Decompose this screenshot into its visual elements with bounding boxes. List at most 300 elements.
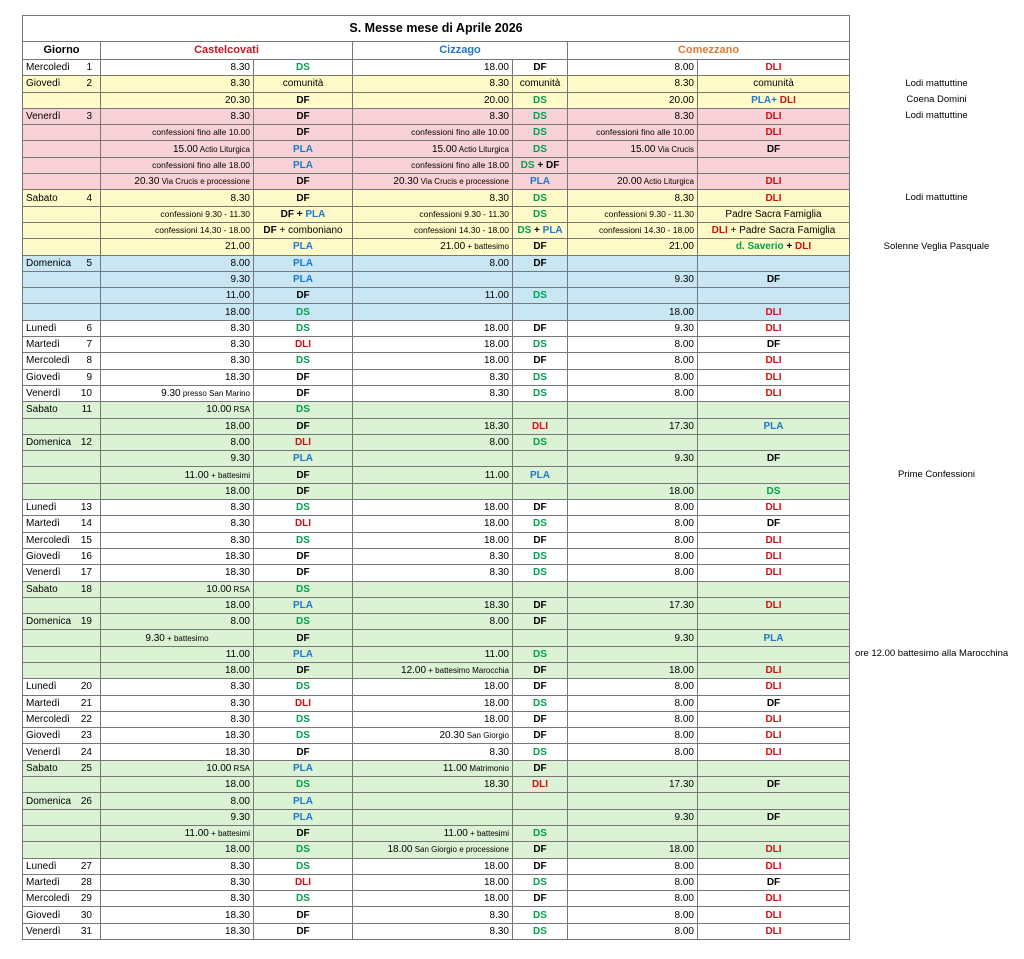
mass-note: presso San Marino bbox=[180, 389, 250, 399]
table-row bbox=[23, 614, 850, 630]
mass-time: 9.30 bbox=[230, 274, 250, 285]
celebrant: DF bbox=[296, 371, 310, 383]
mass-time: 18.00 bbox=[483, 322, 509, 334]
table-row bbox=[23, 271, 850, 287]
celebrant: DS bbox=[296, 893, 310, 905]
day-cell bbox=[23, 141, 101, 157]
table-row bbox=[23, 728, 850, 744]
celebrant: DF bbox=[533, 893, 547, 905]
table-row bbox=[23, 565, 850, 581]
cizzago-time bbox=[353, 825, 513, 841]
celebrant: DF bbox=[533, 681, 547, 693]
castelcovati-celebrant bbox=[254, 402, 353, 418]
cizzago-celebrant bbox=[513, 320, 568, 336]
cizzago-time bbox=[353, 141, 513, 157]
castelcovati-time bbox=[101, 304, 254, 320]
celebrant: DLI bbox=[765, 322, 782, 334]
header-cizzago: Cizzago bbox=[353, 42, 568, 60]
celebrant: PLA bbox=[293, 274, 313, 285]
cizzago-celebrant bbox=[513, 825, 568, 841]
mass-time: 11.00 bbox=[443, 828, 468, 840]
celebrant: comunità bbox=[519, 78, 561, 90]
castelcovati-time bbox=[101, 500, 254, 516]
cizzago-time bbox=[353, 793, 513, 809]
castelcovati-celebrant bbox=[254, 174, 353, 190]
comezzano-time bbox=[568, 614, 698, 630]
comezzano-celebrant bbox=[698, 614, 850, 630]
celebrant: DS bbox=[533, 909, 547, 921]
mass-time: 8.00 bbox=[674, 909, 694, 921]
table-row bbox=[23, 777, 850, 793]
celebrant: PLA bbox=[293, 241, 313, 253]
cizzago-celebrant bbox=[513, 222, 568, 238]
celebrant: DS bbox=[296, 322, 310, 334]
celebrant: DS bbox=[296, 681, 310, 693]
celebrant: DF bbox=[280, 208, 294, 220]
mass-note: Actio Liturgica bbox=[197, 144, 250, 154]
celebrant: DF bbox=[296, 176, 310, 188]
cizzago-time bbox=[353, 695, 513, 711]
comezzano-celebrant bbox=[698, 353, 850, 369]
mass-time: 8.30 bbox=[230, 518, 250, 530]
day-cell bbox=[23, 206, 101, 222]
day-number: 24 bbox=[80, 746, 92, 758]
mass-time: 8.00 bbox=[674, 746, 694, 758]
celebrant: DLI bbox=[294, 876, 312, 888]
castelcovati-celebrant bbox=[254, 711, 353, 727]
castelcovati-time bbox=[101, 125, 254, 141]
comezzano-time bbox=[568, 402, 698, 418]
comezzano-celebrant bbox=[698, 646, 850, 662]
table-row bbox=[23, 76, 850, 92]
side-note: Solenne Veglia Pasquale bbox=[883, 240, 990, 252]
mass-note: confessioni fino alle 10.00 bbox=[152, 127, 250, 138]
cizzago-celebrant bbox=[513, 337, 568, 353]
day-cell bbox=[23, 630, 101, 646]
castelcovati-time bbox=[101, 923, 254, 939]
mass-time: 9.30 bbox=[230, 811, 250, 823]
table-row bbox=[23, 809, 850, 825]
comezzano-time bbox=[568, 760, 698, 776]
comezzano-celebrant bbox=[698, 858, 850, 874]
comezzano-celebrant bbox=[698, 581, 850, 597]
cizzago-time bbox=[353, 157, 513, 173]
weekday: Sabato bbox=[26, 583, 58, 595]
day-cell bbox=[23, 483, 101, 499]
comezzano-celebrant bbox=[698, 809, 850, 825]
castelcovati-time bbox=[101, 60, 254, 76]
cizzago-time bbox=[353, 337, 513, 353]
cizzago-celebrant bbox=[513, 141, 568, 157]
celebrant: DS bbox=[296, 860, 310, 872]
comezzano-time bbox=[568, 271, 698, 287]
mass-note: + battesimo Marocchia bbox=[426, 666, 509, 676]
comezzano-time bbox=[568, 141, 698, 157]
celebrant: DLI bbox=[765, 502, 782, 514]
comezzano-time bbox=[568, 565, 698, 581]
mass-note: Via Crucis e processione bbox=[159, 177, 250, 187]
mass-note: + battesimi bbox=[208, 470, 250, 480]
weekday: Domenica bbox=[26, 795, 72, 807]
cizzago-celebrant bbox=[513, 108, 568, 124]
comezzano-time bbox=[568, 385, 698, 401]
cizzago-celebrant bbox=[513, 646, 568, 662]
mass-time: 17.30 bbox=[668, 420, 694, 432]
celebrant: + Padre Sacra Famiglia bbox=[727, 225, 836, 237]
celebrant: DF bbox=[766, 518, 781, 530]
mass-time: 18.00 bbox=[483, 860, 509, 872]
mass-time: 18.00 bbox=[224, 599, 250, 611]
day-cell bbox=[23, 711, 101, 727]
mass-time: 8.30 bbox=[230, 78, 250, 90]
mass-time: 10.00 bbox=[206, 404, 232, 416]
mass-time: 12.00 bbox=[401, 665, 427, 677]
castelcovati-celebrant bbox=[254, 728, 353, 744]
mass-time: 8.30 bbox=[230, 192, 250, 204]
castelcovati-time bbox=[101, 597, 254, 613]
mass-time: 18.00 bbox=[483, 518, 509, 530]
comezzano-celebrant bbox=[698, 907, 850, 923]
mass-time: 8.00 bbox=[674, 388, 694, 400]
comezzano-time bbox=[568, 548, 698, 564]
celebrant: DF bbox=[296, 909, 310, 921]
celebrant: DF bbox=[533, 355, 547, 367]
celebrant: DF bbox=[263, 225, 277, 237]
celebrant: DS bbox=[296, 730, 310, 742]
celebrant: DF bbox=[533, 762, 547, 774]
cizzago-celebrant bbox=[513, 858, 568, 874]
mass-time: 15.00 bbox=[172, 143, 198, 155]
celebrant: PLA bbox=[293, 257, 313, 269]
castelcovati-celebrant bbox=[254, 809, 353, 825]
day-cell bbox=[23, 402, 101, 418]
table-row bbox=[23, 222, 850, 238]
day-cell bbox=[23, 288, 101, 304]
comezzano-celebrant bbox=[698, 711, 850, 727]
mass-time: 8.00 bbox=[489, 257, 509, 269]
cizzago-time bbox=[353, 222, 513, 238]
comezzano-celebrant bbox=[698, 174, 850, 190]
mass-time: 8.00 bbox=[230, 795, 250, 807]
celebrant: PLA bbox=[763, 632, 784, 644]
celebrant: DS bbox=[533, 290, 547, 302]
castelcovati-time bbox=[101, 711, 254, 727]
celebrant: DS bbox=[533, 518, 547, 530]
cizzago-celebrant bbox=[513, 581, 568, 597]
castelcovati-time bbox=[101, 874, 254, 890]
table-row bbox=[23, 304, 850, 320]
celebrant: DS bbox=[296, 844, 310, 856]
day-cell bbox=[23, 239, 101, 255]
mass-note: Actio Liturgica bbox=[456, 144, 509, 154]
celebrant: DS bbox=[533, 828, 547, 840]
comezzano-time bbox=[568, 337, 698, 353]
comezzano-time bbox=[568, 434, 698, 450]
table-row bbox=[23, 385, 850, 401]
celebrant: d. Saverio bbox=[735, 241, 784, 253]
comezzano-celebrant bbox=[698, 793, 850, 809]
comezzano-celebrant bbox=[698, 467, 850, 483]
day-cell bbox=[23, 662, 101, 678]
comezzano-time bbox=[568, 157, 698, 173]
comezzano-time bbox=[568, 190, 698, 206]
table-row bbox=[23, 630, 850, 646]
celebrant: DS bbox=[533, 746, 547, 758]
cizzago-celebrant bbox=[513, 271, 568, 287]
cizzago-time bbox=[353, 646, 513, 662]
day-cell bbox=[23, 222, 101, 238]
weekday: Martedì bbox=[26, 518, 60, 530]
celebrant: DF bbox=[533, 714, 547, 726]
celebrant: DF bbox=[533, 62, 547, 74]
castelcovati-celebrant bbox=[254, 76, 353, 92]
schedule-body bbox=[23, 16, 850, 940]
mass-time: 11.00 bbox=[225, 648, 250, 660]
castelcovati-time bbox=[101, 614, 254, 630]
mass-time: 18.00 bbox=[483, 681, 509, 693]
day-cell bbox=[23, 271, 101, 287]
celebrant: DLI bbox=[765, 665, 782, 677]
comezzano-time bbox=[568, 597, 698, 613]
comezzano-time bbox=[568, 353, 698, 369]
mass-time: 8.00 bbox=[674, 714, 694, 726]
celebrant: DS bbox=[296, 779, 310, 791]
cizzago-celebrant bbox=[513, 809, 568, 825]
day-cell bbox=[23, 76, 101, 92]
cizzago-celebrant bbox=[513, 304, 568, 320]
celebrant: + bbox=[531, 225, 543, 237]
castelcovati-celebrant bbox=[254, 157, 353, 173]
weekday: Venerdì bbox=[26, 567, 61, 579]
celebrant: PLA bbox=[293, 453, 313, 465]
mass-time: 8.30 bbox=[230, 355, 250, 367]
mass-time: 18.00 bbox=[224, 844, 250, 856]
celebrant: DF bbox=[296, 567, 310, 579]
table-row bbox=[23, 662, 850, 678]
cizzago-time bbox=[353, 500, 513, 516]
mass-time: 17.30 bbox=[668, 599, 694, 611]
cizzago-time bbox=[353, 858, 513, 874]
table-row bbox=[23, 369, 850, 385]
comezzano-time bbox=[568, 320, 698, 336]
day-number: 3 bbox=[86, 111, 92, 123]
side-note: Prime Confessioni bbox=[897, 468, 976, 480]
mass-note: San Giorgio e processione bbox=[412, 845, 509, 855]
castelcovati-celebrant bbox=[254, 418, 353, 434]
day-number: 1 bbox=[86, 62, 92, 74]
celebrant: DLI bbox=[765, 176, 782, 188]
celebrant: DS bbox=[533, 567, 547, 579]
table-row bbox=[23, 483, 850, 499]
day-number: 20 bbox=[80, 681, 92, 693]
cizzago-time bbox=[353, 581, 513, 597]
cizzago-celebrant bbox=[513, 157, 568, 173]
castelcovati-time bbox=[101, 483, 254, 499]
weekday: Giovedì bbox=[26, 78, 61, 90]
day-number: 5 bbox=[86, 257, 92, 269]
celebrant: DF bbox=[533, 241, 547, 253]
castelcovati-celebrant bbox=[254, 793, 353, 809]
cizzago-time bbox=[353, 923, 513, 939]
castelcovati-time bbox=[101, 728, 254, 744]
celebrant: DLI bbox=[765, 534, 782, 546]
cizzago-celebrant bbox=[513, 793, 568, 809]
mass-time: 18.00 bbox=[668, 844, 694, 856]
mass-note: Actio Liturgica bbox=[641, 177, 694, 187]
cizzago-celebrant bbox=[513, 842, 568, 858]
cizzago-celebrant bbox=[513, 597, 568, 613]
celebrant: PLA bbox=[293, 159, 313, 171]
castelcovati-time bbox=[101, 646, 254, 662]
mass-time: 18.30 bbox=[224, 730, 250, 742]
celebrant: DS bbox=[533, 111, 547, 123]
mass-time: 18.30 bbox=[483, 599, 509, 611]
mass-time: 8.30 bbox=[489, 909, 509, 921]
mass-time: 8.30 bbox=[489, 925, 509, 937]
castelcovati-time bbox=[101, 108, 254, 124]
celebrant: DF bbox=[296, 746, 310, 758]
mass-time: 15.00 bbox=[630, 143, 656, 155]
table-row bbox=[23, 858, 850, 874]
castelcovati-time bbox=[101, 353, 254, 369]
castelcovati-time bbox=[101, 337, 254, 353]
cizzago-time bbox=[353, 418, 513, 434]
day-cell bbox=[23, 174, 101, 190]
table-row bbox=[23, 581, 850, 597]
cizzago-celebrant bbox=[513, 728, 568, 744]
cizzago-time bbox=[353, 614, 513, 630]
comezzano-celebrant bbox=[698, 842, 850, 858]
table-row bbox=[23, 679, 850, 695]
day-number: 27 bbox=[80, 860, 92, 872]
comezzano-time bbox=[568, 923, 698, 939]
mass-time: 18.00 bbox=[224, 665, 250, 677]
day-cell bbox=[23, 320, 101, 336]
comezzano-celebrant bbox=[698, 695, 850, 711]
castelcovati-celebrant bbox=[254, 907, 353, 923]
mass-time: 18.00 bbox=[483, 355, 509, 367]
weekday: Martedì bbox=[26, 876, 60, 888]
cizzago-time bbox=[353, 711, 513, 727]
mass-time: 8.00 bbox=[674, 730, 694, 742]
mass-time: 8.00 bbox=[674, 876, 694, 888]
cizzago-celebrant bbox=[513, 451, 568, 467]
comezzano-time bbox=[568, 467, 698, 483]
comezzano-time bbox=[568, 630, 698, 646]
mass-time: 15.00 bbox=[431, 143, 457, 155]
cizzago-time bbox=[353, 483, 513, 499]
comezzano-celebrant bbox=[698, 630, 850, 646]
cizzago-time bbox=[353, 174, 513, 190]
castelcovati-time bbox=[101, 516, 254, 532]
celebrant: DLI bbox=[765, 355, 782, 367]
mass-time: 8.30 bbox=[230, 111, 250, 123]
mass-note: + battesimi bbox=[467, 829, 509, 839]
cizzago-time bbox=[353, 516, 513, 532]
castelcovati-celebrant bbox=[254, 467, 353, 483]
weekday: Sabato bbox=[26, 404, 58, 416]
mass-time: 8.00 bbox=[489, 436, 509, 448]
table-row bbox=[23, 891, 850, 907]
castelcovati-celebrant bbox=[254, 630, 353, 646]
cizzago-celebrant bbox=[513, 483, 568, 499]
cizzago-celebrant bbox=[513, 760, 568, 776]
day-cell bbox=[23, 679, 101, 695]
mass-time: 18.00 bbox=[224, 420, 250, 432]
celebrant: DLI bbox=[765, 567, 782, 579]
cizzago-time bbox=[353, 597, 513, 613]
mass-note: Via Crucis bbox=[655, 144, 694, 154]
day-cell bbox=[23, 337, 101, 353]
day-cell bbox=[23, 874, 101, 890]
mass-time: 8.00 bbox=[230, 257, 250, 269]
table-row bbox=[23, 288, 850, 304]
weekday: Venerdì bbox=[26, 925, 61, 937]
celebrant: DS bbox=[533, 208, 547, 220]
comezzano-celebrant bbox=[698, 402, 850, 418]
celebrant: DS bbox=[533, 697, 547, 709]
day-cell bbox=[23, 777, 101, 793]
castelcovati-time bbox=[101, 630, 254, 646]
weekday: Mercoledì bbox=[26, 355, 70, 367]
mass-time: 8.30 bbox=[489, 371, 509, 383]
celebrant: DS bbox=[533, 371, 547, 383]
cizzago-time bbox=[353, 60, 513, 76]
celebrant: DLI bbox=[765, 893, 782, 905]
castelcovati-celebrant bbox=[254, 825, 353, 841]
day-number: 11 bbox=[81, 404, 92, 416]
table-row bbox=[23, 434, 850, 450]
comezzano-celebrant bbox=[698, 679, 850, 695]
castelcovati-time bbox=[101, 402, 254, 418]
cizzago-time bbox=[353, 728, 513, 744]
comezzano-celebrant bbox=[698, 662, 850, 678]
comezzano-celebrant bbox=[698, 385, 850, 401]
cizzago-celebrant bbox=[513, 614, 568, 630]
cizzago-celebrant bbox=[513, 190, 568, 206]
weekday: Venerdì bbox=[26, 746, 61, 758]
day-cell bbox=[23, 125, 101, 141]
celebrant: + bbox=[534, 159, 546, 171]
cizzago-celebrant bbox=[513, 565, 568, 581]
celebrant: DLI bbox=[765, 925, 782, 937]
cizzago-celebrant bbox=[513, 532, 568, 548]
comezzano-celebrant bbox=[698, 369, 850, 385]
mass-time: 8.30 bbox=[489, 746, 509, 758]
weekday: Venerdì bbox=[26, 111, 61, 123]
castelcovati-time bbox=[101, 385, 254, 401]
table-row bbox=[23, 744, 850, 760]
castelcovati-celebrant bbox=[254, 369, 353, 385]
celebrant: DS bbox=[533, 127, 547, 139]
mass-time: 9.30 bbox=[161, 388, 181, 400]
celebrant: DS bbox=[533, 143, 547, 155]
comezzano-time bbox=[568, 646, 698, 662]
day-cell bbox=[23, 597, 101, 613]
castelcovati-time bbox=[101, 662, 254, 678]
cizzago-celebrant bbox=[513, 891, 568, 907]
cizzago-time bbox=[353, 288, 513, 304]
castelcovati-time bbox=[101, 532, 254, 548]
mass-time: 18.30 bbox=[224, 909, 250, 921]
mass-time: 18.30 bbox=[483, 779, 509, 791]
celebrant: PLA bbox=[293, 811, 313, 823]
comezzano-celebrant bbox=[698, 744, 850, 760]
cizzago-celebrant bbox=[513, 92, 568, 108]
mass-time: 8.00 bbox=[674, 534, 694, 546]
celebrant: Padre Sacra Famiglia bbox=[725, 208, 822, 220]
weekday: Martedì bbox=[26, 339, 60, 351]
